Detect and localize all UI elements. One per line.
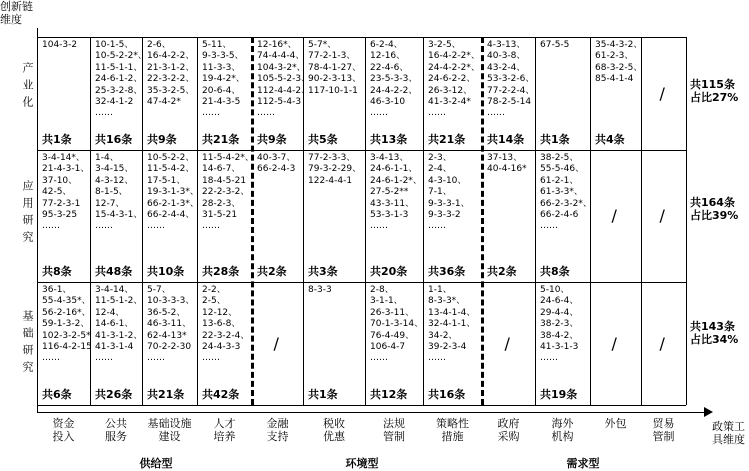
empty-cell-slash: / — [659, 83, 665, 103]
table-cell-count: 共10条 — [147, 265, 185, 278]
row-total-industrialization: 共115条 占比27% — [690, 78, 739, 104]
row-total-applied-research: 共164条 占比39% — [690, 196, 739, 222]
table-cell-items: 104-3-2 — [42, 40, 78, 50]
grid-vline — [590, 37, 591, 405]
table-cell-count: 共48条 — [95, 265, 133, 278]
table-cell-items: 3-4-14、 11-5-1-2、 12-4、 14-6-1、 41-3-1-2、 41-3-1-4 …… — [95, 285, 143, 364]
table-cell-items: 3-2-5、 16-4-2-2*、 24-4-2-2*、 24-6-2-2、 26-3-12、 41-3-2-4* …… — [428, 40, 480, 119]
row-total-basic-research: 共143条 占比34% — [690, 320, 739, 346]
grid-vline — [641, 37, 642, 405]
column-label: 贸易 管制 — [652, 417, 675, 443]
grid-vline — [423, 37, 424, 405]
grid-hline — [37, 405, 686, 406]
table-cell-count: 共4条 — [595, 133, 625, 146]
table-cell-items: 12-16*、 74-4-4-4、 104-3-2*、 105-5-2-3、 112-4-4-2、 112-5-4-3 …… — [257, 40, 311, 119]
table-cell-count: 共8条 — [540, 265, 570, 278]
table-cell-items: 5-7*、 77-2-1-3、 78-4-1-27、 90-2-3-13、 117-10-1-1 — [308, 40, 362, 96]
table-cell-count: 共36条 — [428, 265, 466, 278]
grid-vline-dashed — [481, 37, 484, 405]
table-cell-count: 共9条 — [257, 133, 287, 146]
column-label: 金融 支持 — [266, 417, 289, 443]
table-cell-count: 共20条 — [370, 265, 408, 278]
column-label: 人才 培养 — [213, 417, 236, 443]
table-cell-count: 共1条 — [42, 133, 72, 146]
group-label-environment: 环境型 — [345, 457, 379, 470]
x-axis-title: 政策工 具维度 — [712, 420, 745, 446]
grid-vline — [142, 37, 143, 405]
y-axis-title: 创新链 维度 — [0, 0, 33, 26]
table-cell-items: 2-2、 2-5、 12-12、 13-6-8、 22-3-2-4、 24-4-3-3 …… — [202, 285, 250, 364]
table-cell-count: 共19条 — [540, 388, 578, 401]
table-cell-items: 35-4-3-2、 61-2-3、 68-3-2-5、 85-4-1-4 — [595, 40, 643, 85]
table-cell-items: 8-3-3 — [308, 285, 332, 295]
grid-hline — [37, 282, 686, 283]
column-label: 法规 管制 — [383, 417, 405, 443]
empty-cell-slash: / — [611, 206, 617, 225]
table-cell-items: 2-6、 16-4-2-2、 21-3-1-2、 22-3-2-2、 35-3-2-5、 47-4-2* — [147, 40, 195, 108]
grid-vline-dashed — [251, 37, 254, 405]
table-cell-count: 共3条 — [308, 265, 338, 278]
grid-vline — [686, 37, 687, 405]
table-cell-items: 2-8、 3-1-1、 26-3-11、 70-1-3-14、 76-4-49、 106-4-7 …… — [370, 285, 424, 364]
table-cell-count: 共21条 — [202, 133, 240, 146]
empty-cell-slash: / — [659, 333, 665, 353]
table-cell-count: 共21条 — [428, 133, 466, 146]
table-cell-items: 10-1-5、 10-5-2-2*、 11-5-1-1、 24-6-1-2、 25-3-2-8、 32-4-1-2 …… — [95, 40, 147, 119]
grid-vline — [365, 37, 366, 405]
table-cell-count: 共21条 — [147, 388, 185, 401]
table-cell-count: 共26条 — [95, 388, 133, 401]
table-cell-items: 11-5-4-2*、 14-6-7、 18-4-5-21 22-2-3-2、 28-2-3、 31-5-21 …… — [202, 153, 254, 232]
table-cell-items: 5-10、 24-6-4、 29-4-4、 38-2-3、 38-4-2、 41-3-1-3 …… — [540, 285, 579, 364]
table-cell-items: 3-4-13、 24-6-1-1、 24-6-1-2*、 27-5-2** 43-3-11、 53-3-1-3 …… — [370, 153, 422, 232]
table-cell-items: 37-13、 40-4-16* — [487, 153, 527, 175]
table-cell-count: 共28条 — [202, 265, 240, 278]
table-cell-count: 共6条 — [42, 388, 72, 401]
column-label: 基础设施 建设 — [147, 417, 192, 443]
grid-hline — [37, 150, 686, 151]
table-cell-count: 共2条 — [487, 265, 517, 278]
empty-cell-slash: / — [611, 333, 617, 353]
x-axis-line — [37, 412, 707, 413]
table-cell-count: 共12条 — [370, 388, 408, 401]
table-cell-items: 1-4、 3-4-15、 4-3-12、 8-1-5、 12-7、 15-4-3-1、 …… — [95, 153, 143, 232]
table-cell-count: 共1条 — [308, 388, 338, 401]
table-cell-items: 3-4-14*、 21-4-3-1、 37-10、 42-5、 77-2-3-1 95-3-25 …… — [42, 153, 90, 232]
column-label: 外包 — [604, 417, 627, 430]
column-label: 政府 采购 — [497, 417, 520, 443]
table-cell-count: 共13条 — [370, 133, 408, 146]
x-axis-arrow-icon — [704, 407, 713, 417]
column-label: 海外 机构 — [551, 417, 574, 443]
table-cell-count: 共14条 — [487, 133, 525, 146]
group-label-supply: 供给型 — [139, 457, 173, 470]
table-cell-count: 共16条 — [428, 388, 466, 401]
row-label-industrialization: 产业化 — [21, 62, 34, 113]
column-label: 公共 服务 — [105, 417, 127, 443]
row-label-basic-research: 基础研究 — [21, 310, 34, 378]
table-cell-count: 共8条 — [42, 265, 72, 278]
column-label: 税收 优惠 — [323, 417, 345, 443]
table-cell-items: 40-3-7、 66-2-4-3 — [257, 153, 296, 175]
empty-cell-slash: / — [504, 333, 510, 353]
table-cell-count: 共16条 — [95, 133, 133, 146]
table-cell-items: 77-2-3-3、 79-3-2-29、 122-4-4-1 — [308, 153, 362, 186]
empty-cell-slash: / — [273, 333, 279, 353]
grid-hline — [37, 37, 686, 38]
table-cell-items: 2-3、 2-4、 4-3-10、 7-1、 9-3-3-1、 9-3-3-2 …… — [428, 153, 470, 232]
table-cell-items: 67-5-5 — [540, 40, 570, 50]
table-cell-count: 共9条 — [147, 133, 177, 146]
y-axis-line — [37, 28, 38, 412]
table-cell-count: 共42条 — [202, 388, 240, 401]
table-cell-items: 36-1、 55-4-35*、 56-2-16*、 59-1-3-2、 102-3-2-5* 116-4-2-15 …… — [42, 285, 92, 364]
table-cell-items: 4-3-13、 40-3-8、 43-2-4、 53-3-2-6、 77-2-2-4、 78-2-5-14 …… — [487, 40, 535, 119]
table-cell-count: 共2条 — [257, 265, 287, 278]
grid-vline — [197, 37, 198, 405]
table-cell-items: 10-5-2-2、 11-5-4-2、 17-5-1、 19-3-1-3*、 66-2-1-3*、 66-2-4-4、 …… — [147, 153, 199, 232]
table-cell-items: 5-11、 9-3-3-5、 11-3-3、 19-4-2*、 20-6-4、 21-4-3-5 …… — [202, 40, 245, 119]
grid-vline — [535, 37, 536, 405]
table-cell-items: 6-2-4、 12-16、 22-4-6、 23-5-3-3、 24-4-2-2、 46-3-10 …… — [370, 40, 418, 119]
row-label-applied-research: 应用研究 — [21, 180, 34, 248]
column-label: 资金 投入 — [52, 417, 75, 443]
column-label: 策略性 措施 — [436, 417, 469, 443]
table-cell-count: 共1条 — [540, 133, 570, 146]
table-cell-items: 5-7、 10-3-3-3、 36-5-2、 46-3-11、 62-4-13* 70-2-2-30 …… — [147, 285, 195, 364]
empty-cell-slash: / — [659, 206, 665, 225]
group-label-demand: 需求型 — [566, 457, 600, 470]
table-cell-items: 38-2-5、 55-5-46、 61-2-1、 61-3-3*、 66-2-3-2*、 66-2-4-6 …… — [540, 153, 592, 232]
table-cell-count: 共5条 — [308, 133, 338, 146]
table-cell-items: 1-1、 8-3-3*、 13-4-1-4、 32-4-1-1、 34-2、 39-2-3-4 …… — [428, 285, 476, 364]
